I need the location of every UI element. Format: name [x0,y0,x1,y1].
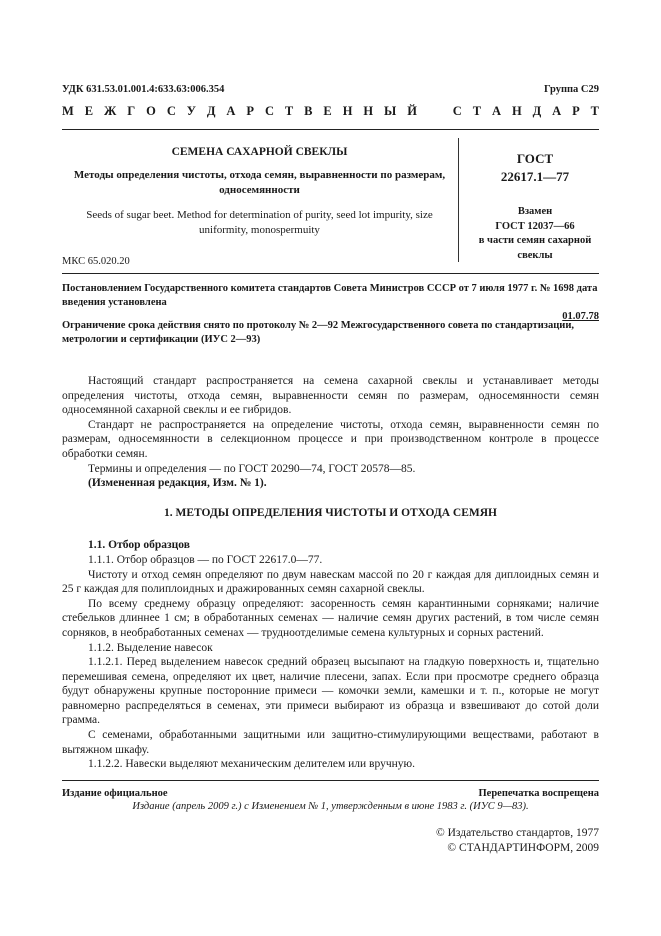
decree-text: Постановлением Государственного комитета стандартов Совета Министров СССР от 7 июля 1977 г. № 1698 дата введения установлена [62,283,598,308]
standard-title: СЕМЕНА САХАРНОЙ СВЕКЛЫ [171,146,348,158]
clause-1-1-2-2: 1.1.2.2. Навески выделяют механическим делителем или вручную. [88,758,415,771]
official-edition-label: Издание официальное [62,788,168,799]
banner-letter: Н [511,104,522,118]
replaces-line-4: свеклы [517,249,553,261]
banner-letter: Ы [384,104,397,118]
group-code: Группа С29 [543,84,599,95]
replaces-line-3: в части семян сахарной [478,235,592,246]
banner-letter: Д [206,104,216,118]
banner-letter: Е [84,104,94,118]
banner-letter: С [166,104,176,118]
subsection-1-1: 1.1. Отбор образцов [88,539,190,552]
banner-letter: В [304,104,313,118]
banner-letter: С [452,104,462,118]
edition-note: Издание (апрель 2009 г.) с Изменением № 1, утвержденным в июне 1983 г. (ИУС 9—83). [132,801,529,812]
intro-amendment-note: (Измененная редакция, Изм. № 1). [88,477,267,490]
gost-number-block [470,150,600,186]
header-rule [62,129,599,130]
banner-letter: Г [127,104,136,118]
clause-1-1-2: 1.1.2. Выделение навесок [88,641,213,654]
banner-letter: Р [246,104,255,118]
paragraph-average-sample: По всему среднему образцу определяют: засоренность семян карантинными сорняками; наличие стебельков длиннее 1 см; в обработанных семенах — наличие семян других растений, в том числе семян сорняков, в необработанных семенах — трудноотделимые семена культурных и сорных растений. [62,597,599,639]
banner-letter: О [146,104,156,118]
effective-date: 01.07.78 [562,311,599,322]
footer-rule [62,780,599,781]
banner-letter: Е [323,104,332,118]
banner-letter: А [552,104,562,118]
banner-letter: Т [472,104,482,118]
intro-paragraph-2: Стандарт не распространяется на определение чистоты, отхода семян, выравненности семян по размерам, односемянности в селекционном процессе и при производственном контроле в процессе обработки семян. [62,418,599,460]
banner-letter: Р [572,104,580,118]
copyright-line-2: © СТАНДАРТИНФОРМ, 2009 [447,842,599,854]
title-divider [458,138,459,262]
paragraph-purity: Чистоту и отход семян определяют по двум навескам массой по 20 г каждая для диплоидных семян и 25 г каждая для полиплоидных и дражированных семян сахарной свеклы. [62,568,599,596]
banner-gap [428,104,442,119]
paragraph-treated-seeds: С семенами, обработанными защитными или защитно-стимулирующими веществами, работают в вытяжном шкафу. [62,729,599,756]
banner-letter: С [264,104,274,118]
intro-paragraph-1: Настоящий стандарт распространяется на семена сахарной свеклы и устанавливает методы определения чистоты, отхода семян, выравненности семян по размерам, односемянности семян односемянной сахарной свеклы и ее гибридов. [62,375,599,417]
mks-code: МКС 65.020.20 [62,256,130,267]
banner-letter: Т [590,104,599,118]
udk-code: УДК 631.53.01.001.4:633.63:006.354 [62,84,225,95]
banner-letter: Й [407,104,417,118]
banner-letter: М [62,104,74,118]
banner-letter: У [186,104,196,118]
standard-subtitle: Методы определения чистоты, отхода семян, выравненности по размерам, односемянности [73,169,446,196]
intro-paragraph-3: Термины и определения — по ГОСТ 20290—74, ГОСТ 20578—85. [88,462,416,475]
clause-1-1-1: 1.1.1. Отбор образцов — по ГОСТ 22617.0—77. [88,553,323,566]
mks-rule [62,273,599,274]
replaces-line-1: Взамен [517,206,553,217]
clause-1-1-2-1: 1.1.2.1. Перед выделением навесок средний образец высыпают на гладкую поверхность и, тщательно перемешивая семена, определяют их цвет, наличие плесени, запах. Если при просмотре среднего образца будут обнаружены крупные посторонние примеси — комочки земли, камешки и т. п., которые не могут равномерно распределяться в семенах, эти примеси выбирают из образца и взвешивают до сотой доли грамма. [62,656,599,727]
replaces-line-2: ГОСТ 12037—66 [495,220,575,232]
footer-top-line [62,788,599,799]
gost-label: ГОСТ [516,151,554,166]
banner-letter: Н [363,104,374,118]
copyright-line-1: © Издательство стандартов, 1977 [435,827,599,839]
banner-letter: Ж [104,104,117,118]
gost-number: 22617.1—77 [500,169,570,184]
banner-letter: А [226,104,236,118]
banner-letter: Н [342,104,353,118]
limitation-text: Ограничение срока действия снято по протоколу № 2—92 Межгосударственного совета по стандартизации, метрологии и сертификации (ИУС 2—93) [62,320,575,345]
reprint-prohibited-label: Перепечатка воспрещена [478,788,599,799]
banner-letter: Д [532,104,542,118]
banner-letter: Т [284,104,294,118]
replaces-block [470,205,600,263]
document-body [62,374,599,772]
banner-letter: А [492,104,502,118]
standard-english-title: Seeds of sugar beet. Method for determination of purity, seed lot impurity, size uniformity, monospermuity [86,209,433,236]
copyright-block [436,826,599,856]
interstate-standard-banner [62,104,599,119]
section-1-heading: 1. МЕТОДЫ ОПРЕДЕЛЕНИЯ ЧИСТОТЫ И ОТХОДА СЕМЯН [163,506,497,519]
